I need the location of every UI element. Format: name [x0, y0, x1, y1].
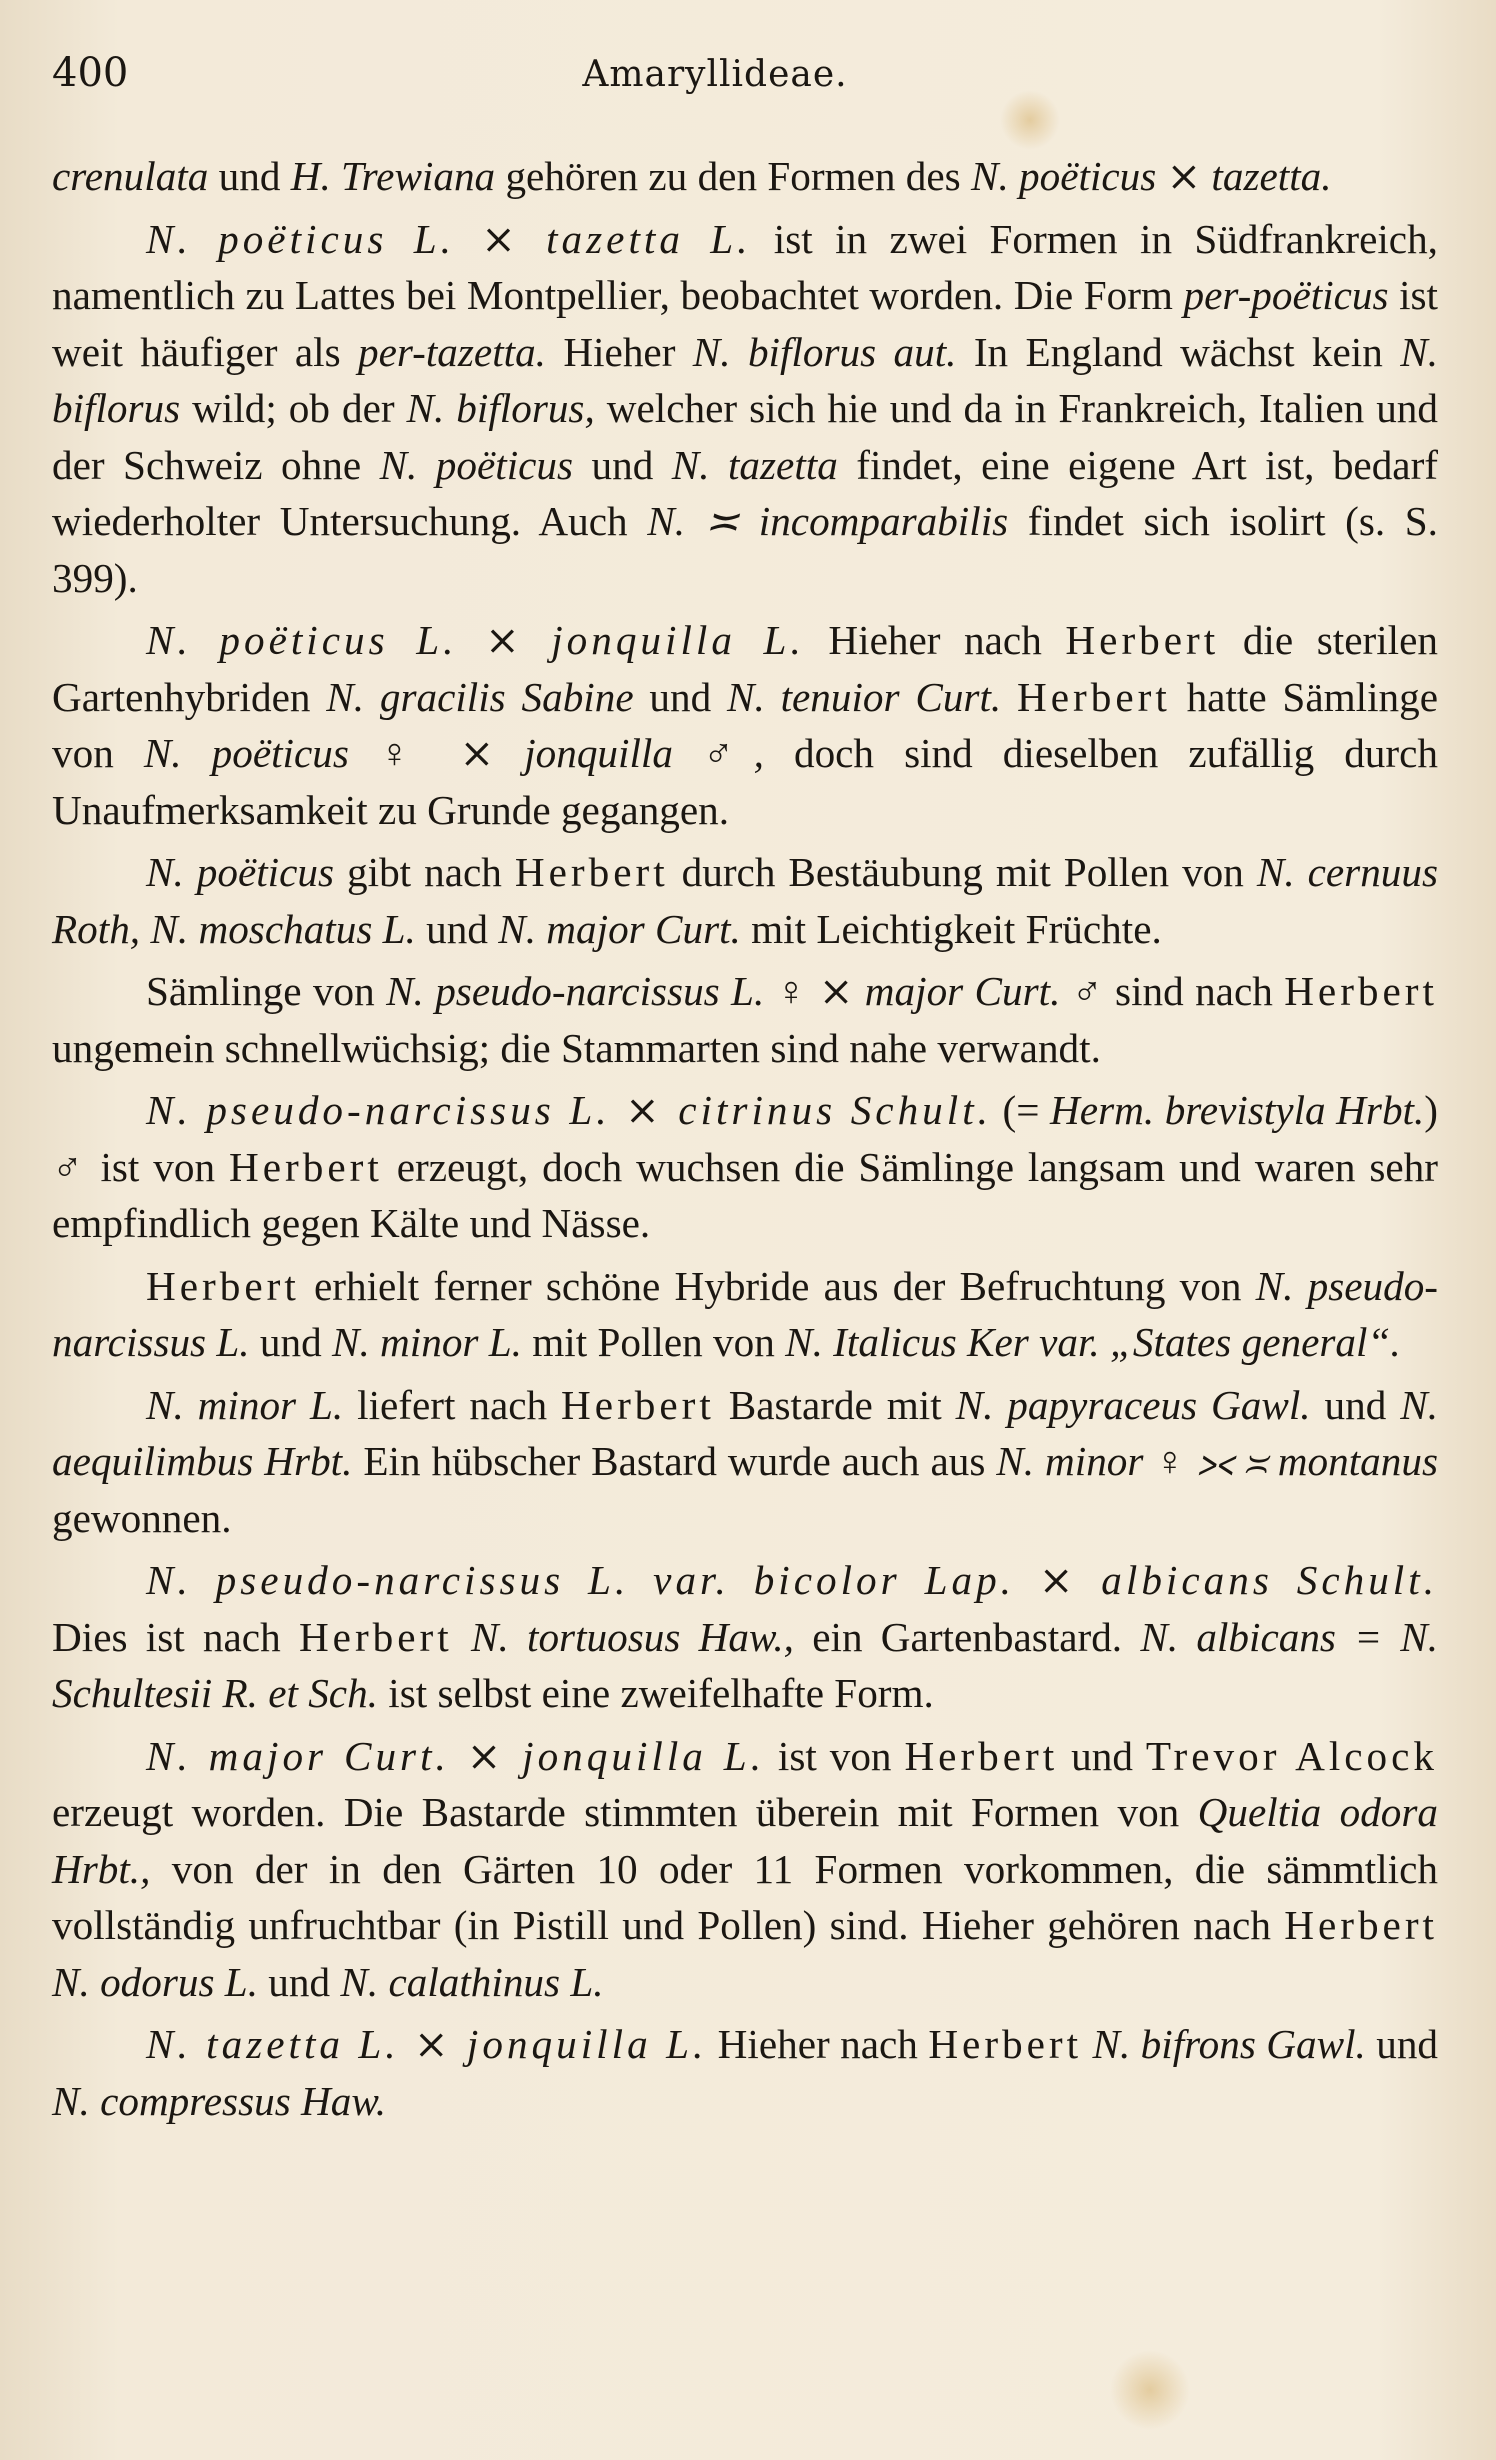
italic-run: Queltia odora Hrbt.,	[52, 1789, 1439, 1892]
text-run: ) ♂ ist von	[52, 1087, 1439, 1190]
italic-run: Herm. brevistyla Hrbt.	[1050, 1087, 1425, 1133]
spaced-run: Herbert	[1284, 1902, 1438, 1948]
text-run: hatte Sämlinge von	[52, 673, 1439, 776]
italic-run: N. bifrons Gawl.	[1092, 2021, 1366, 2067]
italic-run: N. poëticus	[970, 153, 1157, 199]
italic-run: N. poëticus ♀ ⨯ jonquilla ♂,	[143, 730, 764, 776]
italic-run: N. tortuosus Haw.,	[470, 1613, 794, 1660]
italic-run: N. pseudo-narcissus L. var. bicolor Lap. ⨯ albicans Schult.	[146, 1557, 1438, 1603]
paragraph	[52, 1258, 1438, 1371]
spaced-run: Herbert	[904, 1732, 1059, 1779]
text-run: ist selbst eine zweifelhafte Form.	[377, 1670, 934, 1716]
paragraph	[52, 1728, 1438, 2011]
text-run: ungemein schnellwüchsig; die Stammarten sind nahe verwandt.	[52, 1024, 1101, 1071]
text-run: Hieher nach	[804, 617, 1066, 663]
paragraph	[52, 148, 1438, 205]
italic-run: N. minor L.	[331, 1319, 522, 1365]
text-run	[1156, 153, 1166, 199]
italic-run: N. poëticus L. ⨯ tazetta L.	[146, 215, 752, 262]
italic-run: N. major Curt.	[498, 905, 741, 952]
italic-run: N. cernuus Roth, N. moschatus L.	[52, 849, 1439, 952]
text-run: Hieher	[545, 328, 693, 375]
text-run: wild; ob der	[180, 385, 407, 431]
italic-run: N. minor L.	[146, 1381, 344, 1428]
italic-run: N. poëticus L. ⨯ jonquilla L.	[146, 617, 805, 663]
text-run: ein Gartenbastard.	[793, 1613, 1141, 1660]
italic-run: H. Trewiana	[290, 153, 496, 199]
text-run: erzeugt worden. Die Bastarde stimmten überein mit Formen von	[52, 1789, 1198, 1835]
text-run: und	[415, 905, 499, 952]
italic-run: N. tazetta L. ⨯ jonquilla L.	[146, 2021, 708, 2067]
text-run: Ein hübscher Bastard wurde auch aus	[352, 1438, 997, 1484]
text-run: ist weit häufiger als	[52, 272, 1438, 375]
text-run: und	[208, 153, 291, 199]
text-run: findet sich isolirt (s. S. 399).	[52, 498, 1438, 601]
italic-run: N. aequilimbus Hrbt.	[52, 1381, 1438, 1484]
italic-run: N. biflorus,	[406, 385, 595, 431]
text-run: mit Leichtigkeit Früchte.	[740, 905, 1162, 952]
text-run: doch sind dieselben zufällig durch Unaufmerksamkeit zu Grunde gegangen.	[52, 730, 1438, 833]
italic-run: N. albicans = N. Schultesii R. et Sch.	[52, 1613, 1439, 1716]
text-run: und	[258, 1958, 341, 2005]
spaced-run: Herbert	[1065, 617, 1220, 663]
text-run: (=	[991, 1087, 1051, 1133]
spaced-run: Herbert	[146, 1262, 300, 1309]
spaced-run: Herbert	[1284, 968, 1438, 1014]
page-number: 400	[52, 50, 129, 96]
text-run: sind nach	[1103, 968, 1285, 1014]
text-run: In England wächst kein	[956, 328, 1401, 375]
text-run: und	[249, 1319, 332, 1365]
spaced-run: Herbert	[514, 849, 669, 895]
text-run: mit Pollen von	[521, 1319, 786, 1365]
paragraph	[52, 963, 1438, 1076]
paragraph	[52, 1082, 1438, 1252]
paragraph	[52, 844, 1438, 957]
text-run	[453, 1614, 471, 1660]
text-run: Sämlinge von	[146, 968, 387, 1014]
italic-run: N. papyraceus Gawl.	[955, 1381, 1311, 1428]
body-text	[52, 148, 1438, 2129]
italic-run: N. biflorus aut.	[692, 328, 957, 375]
paragraph	[52, 211, 1438, 607]
spaced-run: Herbert	[298, 1613, 453, 1660]
italic-run: N. calathinus L.	[340, 1958, 604, 2005]
text-run: ist von	[765, 1732, 905, 1779]
italic-run: N. Italicus Ker var. „States general“.	[785, 1319, 1401, 1365]
paper-stain	[1110, 2350, 1190, 2430]
text-run: gibt nach	[334, 849, 515, 895]
text-run: gehören zu den Formen des	[495, 153, 971, 199]
italic-run: N. odorus L.	[52, 1958, 258, 2005]
italic-run: N. minor ♀ ⪥ ≍ montanus	[996, 1438, 1438, 1484]
text-run	[1082, 2021, 1092, 2067]
italic-run: ⨯ tazetta.	[1166, 153, 1332, 199]
text-run: Bastarde mit	[714, 1381, 956, 1428]
italic-run: N. poëticus	[146, 849, 335, 895]
text-run: erhielt ferner schöne Hybride aus der Befruchtung von	[299, 1262, 1256, 1309]
text-run: liefert nach	[343, 1381, 562, 1428]
text-run: und	[1310, 1381, 1401, 1428]
italic-run: N. ≍ incomparabilis	[647, 498, 1009, 544]
text-run: die sterilen Gartenhybriden	[52, 617, 1438, 720]
text-run: erzeugt, doch wuchsen die Sämlinge langsam und waren sehr empfindlich gegen Kälte und Nässe.	[52, 1143, 1438, 1246]
italic-run: N. compressus Haw.	[52, 2077, 387, 2124]
spaced-run: Trevor Alcock	[1145, 1732, 1439, 1779]
paragraph	[52, 1377, 1438, 1547]
italic-run: crenulata	[52, 153, 209, 199]
paper-stain	[1000, 90, 1060, 150]
spaced-run: Herbert	[1017, 673, 1171, 720]
text-run: und	[1058, 1732, 1146, 1779]
italic-run: per-poëticus	[1183, 272, 1389, 318]
text-run: durch Bestäubung mit Pollen von	[668, 849, 1257, 895]
text-run: und	[1365, 2021, 1439, 2067]
page-header	[52, 50, 1438, 110]
text-run: welcher sich hie und da in Frankreich, Italien und der Schweiz ohne	[52, 385, 1438, 488]
italic-run: N. tenuior Curt.	[727, 673, 1002, 720]
italic-run: N. pseudo-narcissus L. ♀ ⨯ major Curt. ♂	[386, 968, 1104, 1014]
spaced-run: Herbert	[928, 2021, 1083, 2067]
italic-run: per-tazetta.	[358, 328, 546, 375]
italic-run: N. pseudo-narcissus L.	[52, 1262, 1438, 1365]
text-run: und	[573, 441, 672, 488]
italic-run: N. major Curt. ⨯ jonquilla L.	[146, 1732, 766, 1779]
paragraph	[52, 2016, 1438, 2129]
text-run: Dies ist nach	[52, 1613, 299, 1660]
italic-run: N. biflorus	[52, 328, 1438, 431]
running-title: Amaryllideae.	[582, 54, 848, 95]
text-run: Hieher nach	[707, 2021, 929, 2067]
italic-run: N. tazetta	[671, 441, 838, 488]
spaced-run: Herbert	[561, 1381, 715, 1428]
paragraph	[52, 1552, 1438, 1722]
text-run: gewonnen.	[52, 1494, 232, 1541]
text-run: ist in zwei Formen in Südfrankreich, namentlich zu Lattes bei Montpellier, beobachtet worden. Die Form	[52, 215, 1438, 318]
text-run: findet, eine eigene Art ist, bedarf wiederholter Untersuchung. Auch	[52, 441, 1439, 544]
text-run	[1001, 674, 1017, 720]
text-run: und	[633, 673, 727, 720]
spaced-run: Herbert	[229, 1143, 383, 1190]
italic-run: N. gracilis Sabine	[326, 673, 634, 720]
italic-run: N. poëticus	[379, 441, 574, 488]
text-run: von der in den Gärten 10 oder 11 Formen vorkommen, die sämmtlich vollständig unfruchtbar (in Pistill und Pollen) sind. Hieher gehören nach	[52, 1845, 1438, 1948]
paragraph	[52, 612, 1438, 838]
italic-run: N. pseudo-narcissus L. ⨯ citrinus Schult.	[146, 1087, 992, 1133]
